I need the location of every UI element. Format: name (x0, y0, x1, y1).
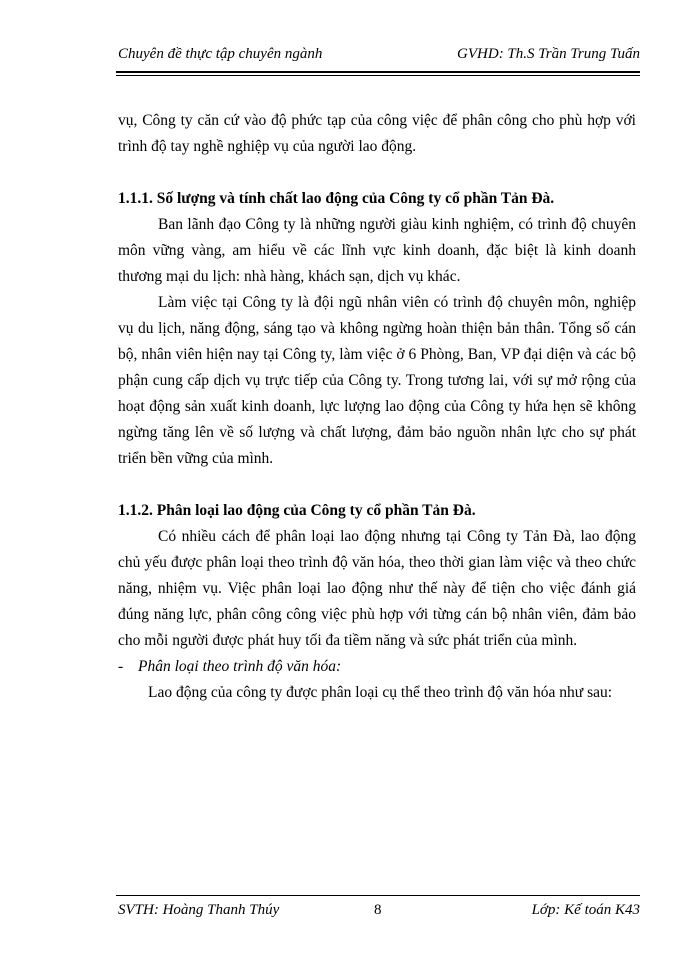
spacer (118, 472, 636, 498)
header-title: Chuyên đề thực tập chuyên ngành (118, 46, 323, 62)
paragraph-education-intro: Lao động của công ty được phân loại cụ thể theo trình độ văn hóa như sau: (148, 684, 613, 701)
footer-class: Lớp: Kế toán K43 (531, 902, 640, 918)
section-heading-1-1-2: 1.1.2. Phân loại lao động của Công ty cổ phần Tản Đà. (118, 502, 476, 519)
footer-rule (116, 895, 640, 896)
page-body (118, 108, 636, 706)
footer-student: SVTH: Hoàng Thanh Thúy (118, 902, 280, 918)
header-rule-thin (116, 75, 640, 76)
header-advisor: GVHD: Th.S Trần Trung Tuấn (457, 46, 640, 62)
paragraph-continuation: vụ, Công ty căn cứ vào độ phức tạp của công việc để phân công cho phù hợp với trình độ tay nghề nghiệp vụ của người lao động. (118, 112, 636, 155)
paragraph-classification: Có nhiều cách để phân loại lao động nhưng tại Công ty Tản Đà, lao động chủ yếu được phân loại theo trình độ văn hóa, theo thời gian làm việc và theo chức năng, nhiệm vụ. Việc phân loại lao động như thế này để tiện cho việc đánh giá đúng năng lực, phân công công việc phù hợp với từng cán bộ nhân viên, đảm bảo cho mỗi người được phát huy tối đa tiềm năng và sức phát triển của mình. (118, 528, 636, 649)
page-number: 8 (374, 902, 382, 918)
header-rule-thick (116, 71, 640, 73)
paragraph-leadership: Ban lãnh đạo Công ty là những người giàu kinh nghiệm, có trình độ chuyên môn vững vàng, am hiểu về các lĩnh vực kinh doanh, đặc biệt là kinh doanh thương mại du lịch: nhà hàng, khách sạn, dịch vụ khác. (118, 216, 636, 285)
page-header (116, 44, 640, 70)
spacer (118, 160, 636, 186)
paragraph-staff: Làm việc tại Công ty là đội ngũ nhân viên có trình độ chuyên môn, nghiệp vụ du lịch, năng động, sáng tạo và không ngừng hoàn thiện bản thân. Tổng số cán bộ, nhân viên hiện nay tại Công ty, làm việc ở 6 Phòng, Ban, VP đại diện và các bộ phận cung cấp dịch vụ trực tiếp của Công ty. Trong tương lai, với sự mở rộng của hoạt động sản xuất kinh doanh, lực lượng lao động của Công ty hứa hẹn sẽ không ngừng tăng lên về số lượng và chất lượng, đảm bảo nguồn nhân lực cho sự phát triển bền vững của mình. (118, 294, 636, 467)
bullet-dash: - (118, 658, 124, 675)
bullet-text: Phân loại theo trình độ văn hóa: (138, 658, 342, 675)
page-footer (116, 898, 640, 922)
bullet-item (118, 654, 636, 680)
section-heading-1-1-1: 1.1.1. Số lượng và tính chất lao động của Công ty cổ phần Tản Đà. (118, 190, 555, 207)
